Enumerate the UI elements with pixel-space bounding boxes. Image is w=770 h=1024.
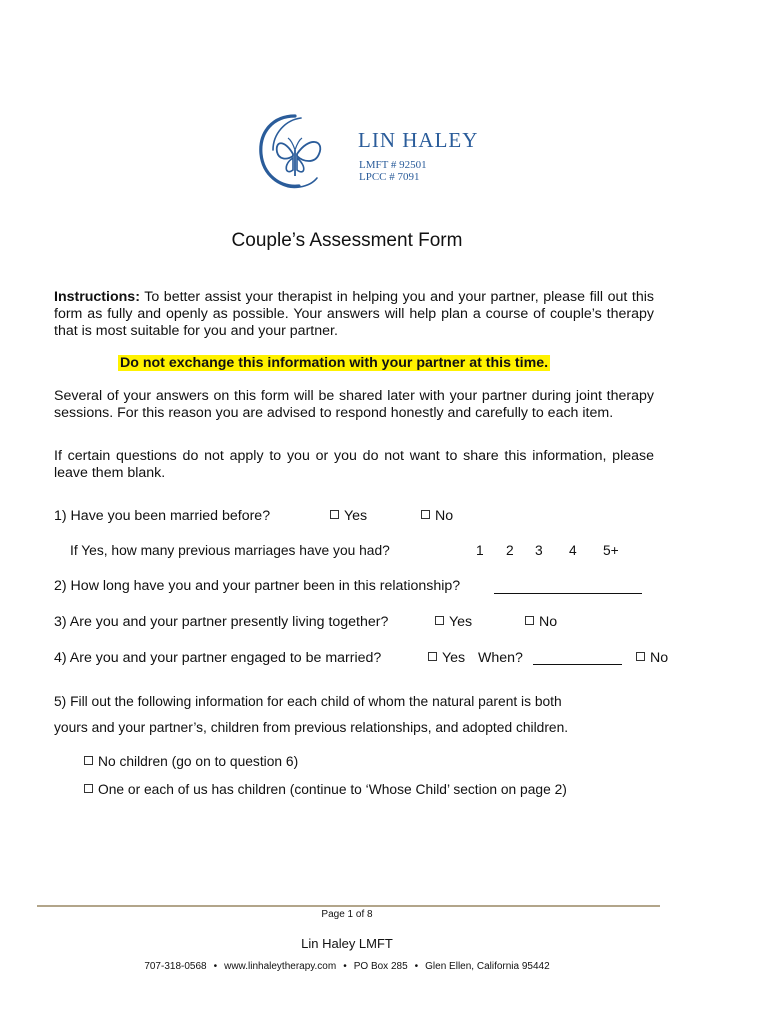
q1-no-checkbox[interactable] (421, 510, 430, 519)
shared-answers-paragraph: Several of your answers on this form will be shared later with your partner during joint therapy sessions. For this reason you are advised to respond honestly and carefully to each item. (54, 388, 654, 421)
question-5-line-2: yours and your partner’s, children from previous relationships, and adopted children. (54, 720, 569, 735)
q4-yes-label: Yes (442, 650, 466, 666)
footer-separator-1: • (213, 961, 218, 972)
footer-address: Glen Ellen, California 95442 (425, 961, 550, 972)
instructions-text: To better assist your therapist in helping you and your partner, please fill out this form as fully and openly as possible. Your answers will help plan a course of couple’s therapy that is most suitable for you and your partner. (54, 289, 654, 339)
marriage-count-2[interactable]: 2 (506, 543, 514, 558)
q1-yes-checkbox[interactable] (330, 510, 339, 519)
footer-separator-2: • (343, 961, 347, 972)
q3-no-option[interactable] (525, 614, 557, 630)
q3-no-checkbox[interactable] (525, 616, 534, 625)
q3-yes-label: Yes (449, 614, 473, 630)
q4-yes-option[interactable] (428, 650, 465, 666)
warning-highlight: Do not exchange this information with your partner at this time. (120, 355, 549, 371)
page-number: Page 1 of 8 (321, 909, 373, 920)
instructions-paragraph (54, 289, 654, 340)
q4-when-line[interactable] (533, 664, 622, 665)
butterfly-logo-icon (255, 110, 335, 192)
q1-followup-text: If Yes, how many previous marriages have you had? (70, 543, 390, 558)
footer-contact (0, 961, 694, 972)
q4-no-checkbox[interactable] (636, 652, 645, 661)
question-1-text: 1) Have you been married before? (54, 508, 271, 524)
question-5-line-1: 5) Fill out the following information for each child of whom the natural parent is both (54, 694, 562, 709)
q4-no-label: No (650, 650, 669, 666)
q3-no-label: No (539, 614, 558, 630)
q5-has-children-label: One or each of us has children (continue to ‘Whose Child’ section on page 2) (98, 782, 567, 797)
question-3-text: 3) Are you and your partner presently living together? (54, 614, 389, 630)
q2-answer-line[interactable] (494, 593, 642, 594)
q4-when-label: When? (478, 650, 523, 666)
q5-has-children-checkbox[interactable] (84, 784, 93, 793)
marriage-count-5-plus[interactable]: 5+ (603, 543, 619, 558)
instructions-label: Instructions: (54, 289, 140, 305)
form-title: Couple’s Assessment Form (231, 230, 463, 251)
footer-separator-3: • (414, 961, 419, 972)
logo-lmft: LMFT # 92501 (359, 159, 427, 171)
question-4-text: 4) Are you and your partner engaged to be married? (54, 650, 382, 666)
q5-no-children-option[interactable] (84, 754, 298, 769)
footer-po-box: PO Box 285 (353, 961, 408, 972)
q5-has-children-option[interactable] (84, 782, 567, 797)
logo-lpcc: LPCC # 7091 (359, 171, 420, 183)
leave-blank-paragraph: If certain questions do not apply to you or you do not want to share this information, please leave them blank. (54, 448, 654, 481)
q4-no-option[interactable] (636, 650, 668, 666)
logo-name: LIN HALEY (358, 128, 479, 152)
q5-no-children-label: No children (go on to question 6) (98, 754, 299, 769)
q1-yes-option[interactable] (330, 508, 367, 524)
marriage-count-4[interactable]: 4 (569, 543, 577, 558)
q1-yes-label: Yes (344, 508, 368, 524)
q3-yes-checkbox[interactable] (435, 616, 444, 625)
logo (255, 110, 479, 200)
footer-divider (37, 905, 660, 907)
footer-website: www.linhaleytherapy.com (224, 961, 337, 972)
question-2-text: 2) How long have you and your partner been in this relationship? (54, 578, 461, 594)
footer-practice-name: Lin Haley LMFT (301, 936, 393, 951)
marriage-count-3[interactable]: 3 (535, 543, 543, 558)
q1-no-label: No (435, 508, 454, 524)
marriage-count-1[interactable]: 1 (476, 543, 484, 558)
footer-phone: 707-318-0568 (144, 961, 207, 972)
q5-no-children-checkbox[interactable] (84, 756, 93, 765)
q1-no-option[interactable] (421, 508, 453, 524)
q3-yes-option[interactable] (435, 614, 472, 630)
q4-yes-checkbox[interactable] (428, 652, 437, 661)
